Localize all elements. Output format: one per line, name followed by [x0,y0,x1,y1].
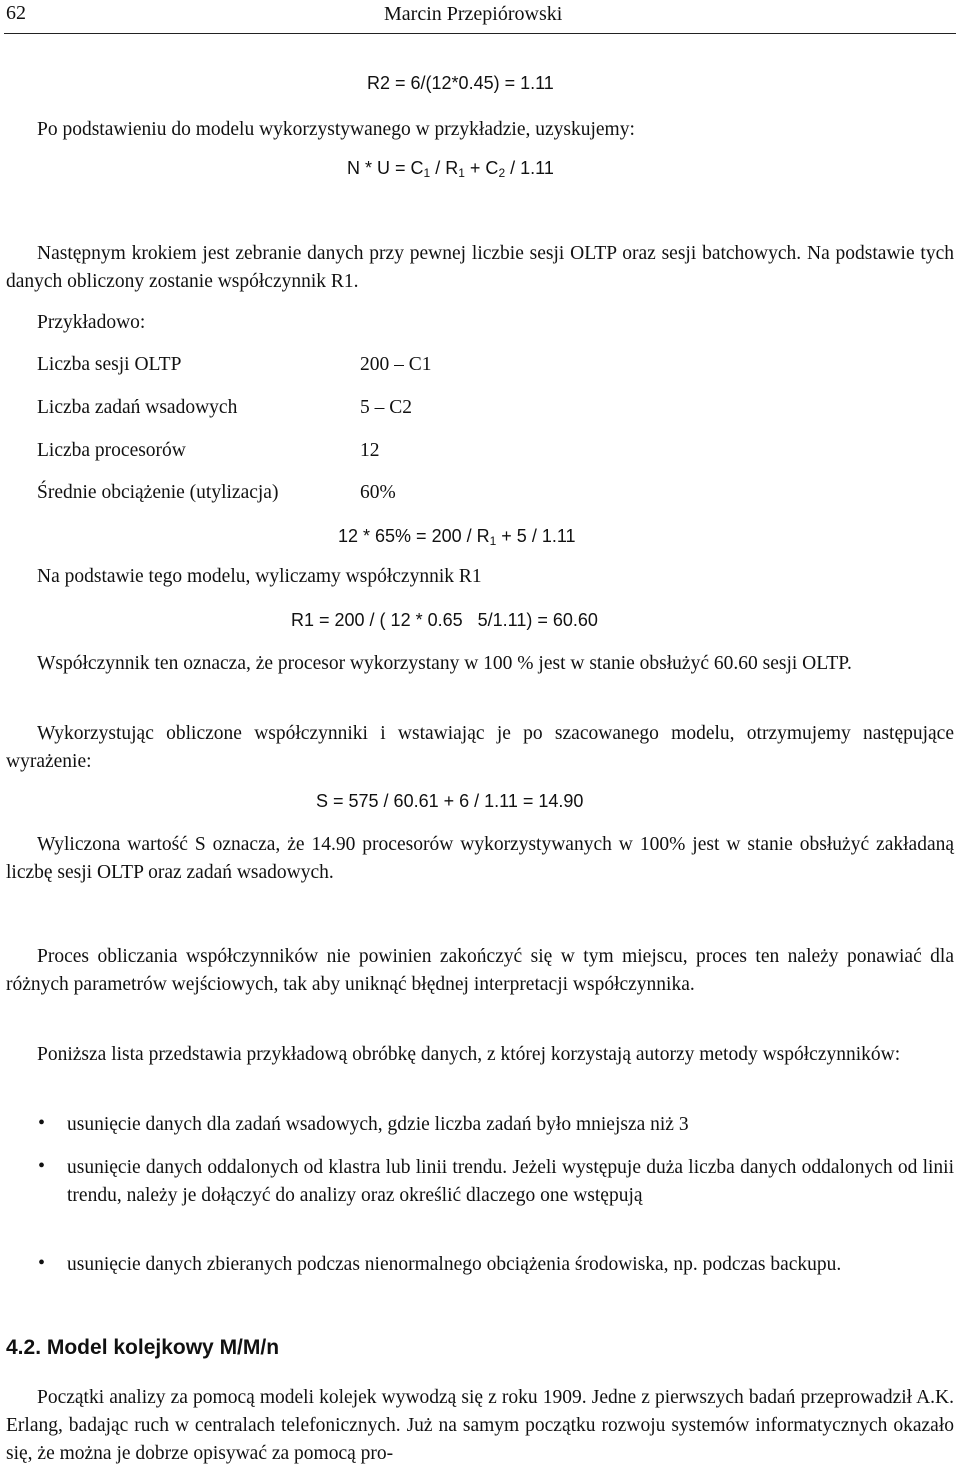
example-row-value: 200 – C1 [360,354,432,375]
example-row-value: 60% [360,482,396,503]
paragraph-result: Wyliczona wartość S oznacza, że 14.90 procesorów wykorzystywanych w 100% jest w stanie obsłużyć zakładaną liczbę sesji OLTP oraz zadań wsadowych. [6,834,954,883]
formula-utilization-sub: 1 [489,534,497,548]
running-header-author: Marcin Przepiórowski [384,3,563,25]
formula-nu [347,158,554,180]
formula-nu-sub-2: 1 [458,166,465,180]
example-row-label: Średnie obciążenie (utylizacja) [37,482,279,503]
paragraph-process: Proces obliczania współczynników nie powinien zakończyć się w tym miejscu, proces ten należy ponawiać dla różnych parametrów wejściowych, tak aby uniknąć błędnej interpretacji współczynnika. [6,946,954,995]
formula-s: S = 575 / 60.61 + 6 / 1.11 = 14.90 [316,791,584,811]
formula-nu-plus: + C [464,158,499,178]
page-number: 62 [6,2,26,24]
formula-nu-lhs: N * U = C [347,158,424,178]
bullet-marker: • [38,1155,46,1177]
list-item: usunięcie danych oddalonych od klastra lub linii trendu. Jeżeli występuje duża liczba danych oddalonych od linii trendu, należy je dołączyć do analizy oraz określić dlaczego one wstępują [67,1157,954,1206]
formula-r2: R2 = 6/(12*0.45) = 1.11 [367,73,554,93]
example-row-label: Liczba zadań wsadowych [37,397,238,418]
formula-nu-sub-3: 2 [498,166,506,180]
paragraph-list-intro: Poniższa lista przedstawia przykładową obróbkę danych, z której korzystają autorzy metody współczynników: [37,1044,901,1065]
bullet-marker: • [38,1112,46,1134]
header-rule [4,33,956,34]
formula-utilization [338,526,576,548]
formula-nu-sub-1: 1 [423,166,431,180]
paragraph-using: Wykorzystując obliczone współczynniki i wstawiając je po szacowanego modelu, otrzymujemy następujące wyrażenie: [6,723,954,772]
example-row-value: 5 – C2 [360,397,413,418]
bullet-marker: • [38,1252,46,1274]
formula-utilization-pre: 12 * 65% = 200 / R [338,526,490,546]
example-row-label: Liczba procesorów [37,440,186,461]
example-row-label: Liczba sesji OLTP [37,354,182,375]
paragraph-queueing: Początki analizy za pomocą modeli kolejek wywodzą się z roku 1909. Jedne z pierwszych badań przeprowadził A.K. Erlang, badając ruch w centralach telefonicznych. Już na samym początku rozwoju systemów informatycznych okazało się, że można je dobrze opisywać za pomocą pro- [6,1387,954,1464]
formula-r1: R1 = 200 / ( 12 * 0.65 5/1.11) = 60.60 [291,610,598,630]
paragraph-next-step: Następnym krokiem jest zebranie danych przy pewnej liczbie sesji OLTP oraz sesji batchowych. Na podstawie tych danych obliczony zostanie współczynnik R1. [6,243,954,292]
paragraph-coefficient: Współczynnik ten oznacza, że procesor wykorzystany w 100 % jest w stanie obsłużyć 60.60 sesji OLTP. [37,653,852,674]
formula-nu-end: / 1.11 [505,158,554,178]
paragraph-model: Na podstawie tego modelu, wyliczamy współczynnik R1 [37,566,482,587]
formula-nu-mid: / R [430,158,459,178]
formula-utilization-post: + 5 / 1.11 [496,526,576,546]
list-item: usunięcie danych zbieranych podczas nienormalnego obciążenia środowiska, np. podczas backupu. [67,1254,842,1275]
list-item: usunięcie danych dla zadań wsadowych, gdzie liczba zadań było mniejsza niż 3 [67,1114,689,1135]
section-heading: 4.2. Model kolejkowy M/M/n [6,1336,280,1359]
example-label: Przykładowo: [37,312,146,333]
paragraph-intro: Po podstawieniu do modelu wykorzystywanego w przykładzie, uzyskujemy: [37,119,635,140]
example-row-value: 12 [360,440,380,461]
